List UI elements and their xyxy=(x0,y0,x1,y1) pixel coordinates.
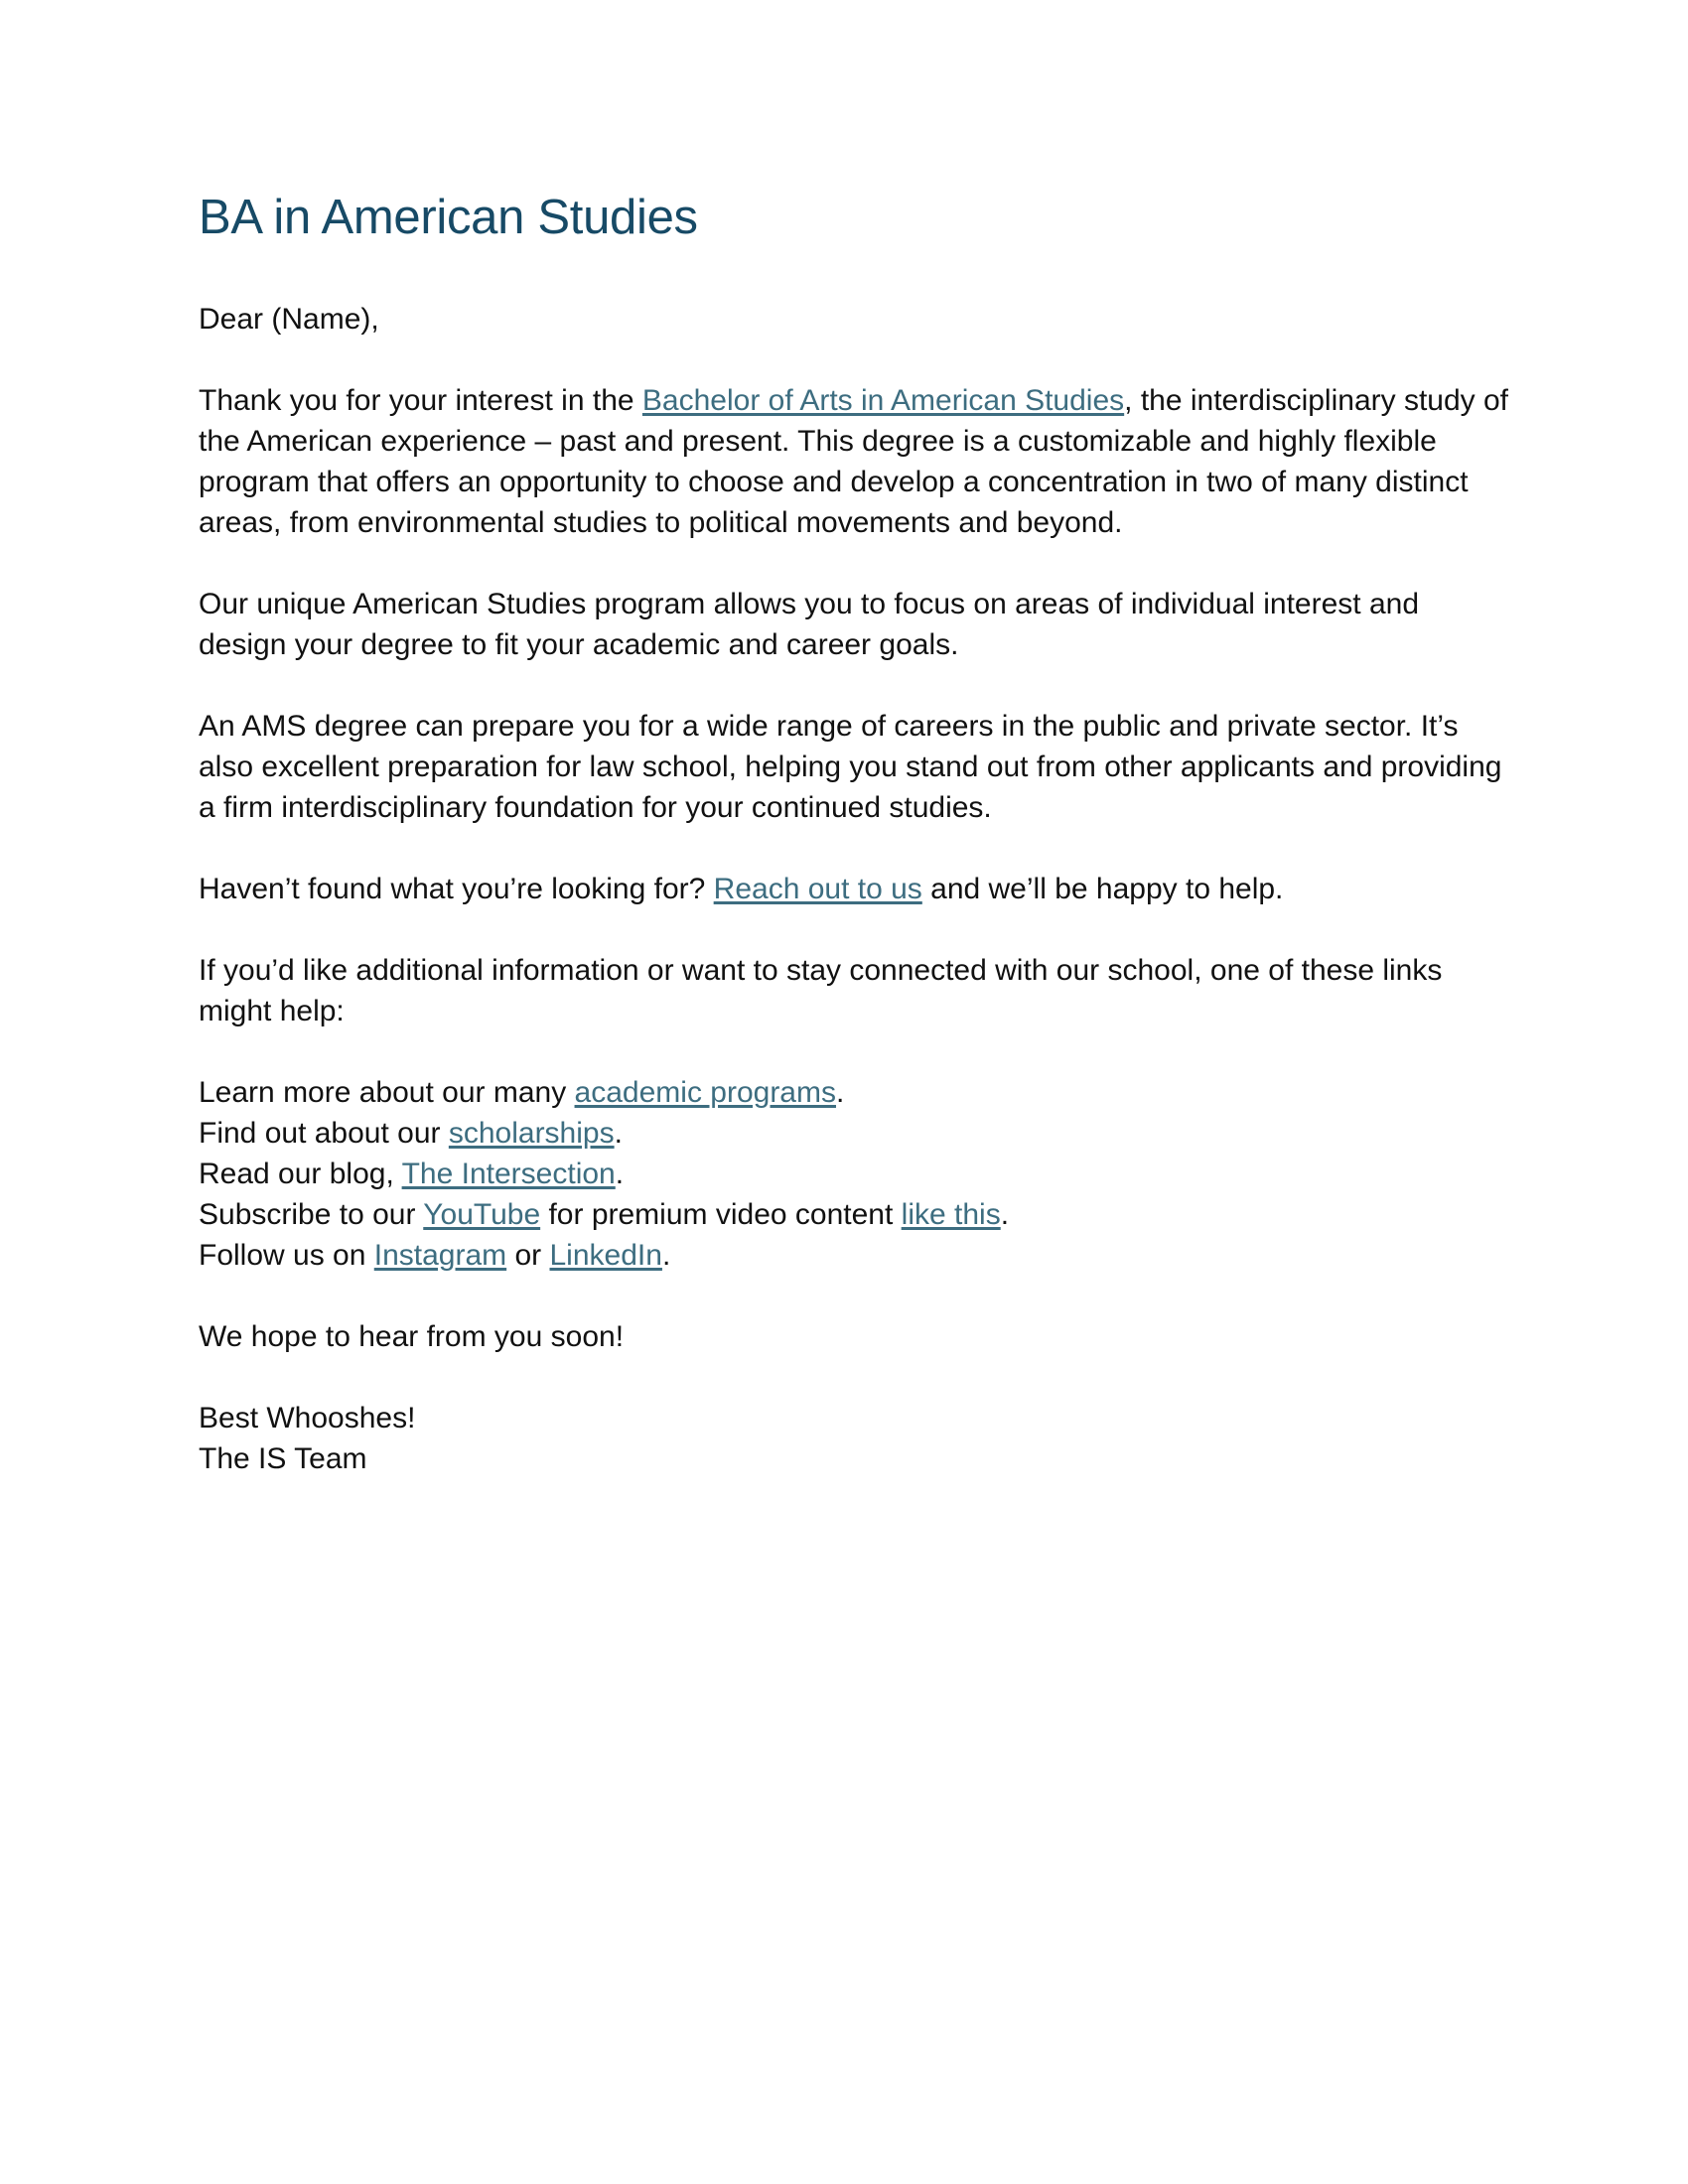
resource-text: . xyxy=(614,1116,623,1150)
resource-text: . xyxy=(835,1075,845,1109)
careers-paragraph: An AMS degree can prepare you for a wide range of careers in the public and private sector. It’s also excellent preparation for law school, helping you stand out from other applicants and providing a firm interdisciplinary foundation for your continued studies. xyxy=(199,709,1502,824)
page-title: BA in American Studies xyxy=(199,191,698,244)
closing-line: We hope to hear from you soon! xyxy=(199,1319,625,1353)
resource-line-blog xyxy=(199,1154,1509,1194)
resource-text: Find out about our xyxy=(199,1116,449,1150)
academic-programs-link[interactable]: academic programs xyxy=(574,1075,836,1109)
linkedin-link[interactable]: LinkedIn xyxy=(549,1238,662,1272)
signature: The IS Team xyxy=(199,1441,367,1475)
youtube-link[interactable]: YouTube xyxy=(423,1197,541,1231)
signoff: Best Whooshes! xyxy=(199,1401,416,1434)
intro-text-after: , the interdisciplinary study of the American experience – past and present. This degree is a customizable and highly flexible program that offers an opportunity to choose and develop a concentration in two of many distinct areas, from environmental studies to political movements and beyond. xyxy=(199,383,1509,539)
resource-text: Follow us on xyxy=(199,1238,374,1272)
contact-paragraph xyxy=(199,869,1509,909)
resource-text: Subscribe to our xyxy=(199,1197,424,1231)
resource-text: . xyxy=(661,1238,671,1272)
resource-line-scholarships xyxy=(199,1113,1509,1154)
greeting: Dear (Name), xyxy=(199,302,379,336)
intro-text-before: Thank you for your interest in the xyxy=(199,383,642,417)
video-content-link[interactable]: like this xyxy=(901,1197,1001,1231)
blog-link[interactable]: The Intersection xyxy=(401,1157,616,1190)
letter-page xyxy=(199,189,1509,1479)
contact-text-after: and we’ll be happy to help. xyxy=(921,872,1284,905)
resource-links xyxy=(199,1072,1509,1276)
resource-text: . xyxy=(615,1157,625,1190)
resource-text: or xyxy=(506,1238,550,1272)
instagram-link[interactable]: Instagram xyxy=(373,1238,507,1272)
resource-text: for premium video content xyxy=(540,1197,902,1231)
resource-text: Learn more about our many xyxy=(199,1075,575,1109)
contact-text-before: Haven’t found what you’re looking for? xyxy=(199,872,714,905)
ba-american-studies-link[interactable]: Bachelor of Arts in American Studies xyxy=(641,383,1125,417)
additional-info-paragraph: If you’d like additional information or want to stay connected with our school, one of these links might help: xyxy=(199,953,1443,1027)
reach-out-link[interactable]: Reach out to us xyxy=(713,872,922,905)
resource-text: Read our blog, xyxy=(199,1157,402,1190)
program-paragraph: Our unique American Studies program allows you to focus on areas of individual interest and design your degree to fit your academic and career goals. xyxy=(199,587,1420,661)
resource-line-social xyxy=(199,1235,1509,1276)
intro-paragraph xyxy=(199,380,1509,543)
resource-line-youtube xyxy=(199,1194,1509,1235)
resource-text: . xyxy=(1000,1197,1010,1231)
scholarships-link[interactable]: scholarships xyxy=(448,1116,615,1150)
resource-line-programs xyxy=(199,1072,1509,1113)
